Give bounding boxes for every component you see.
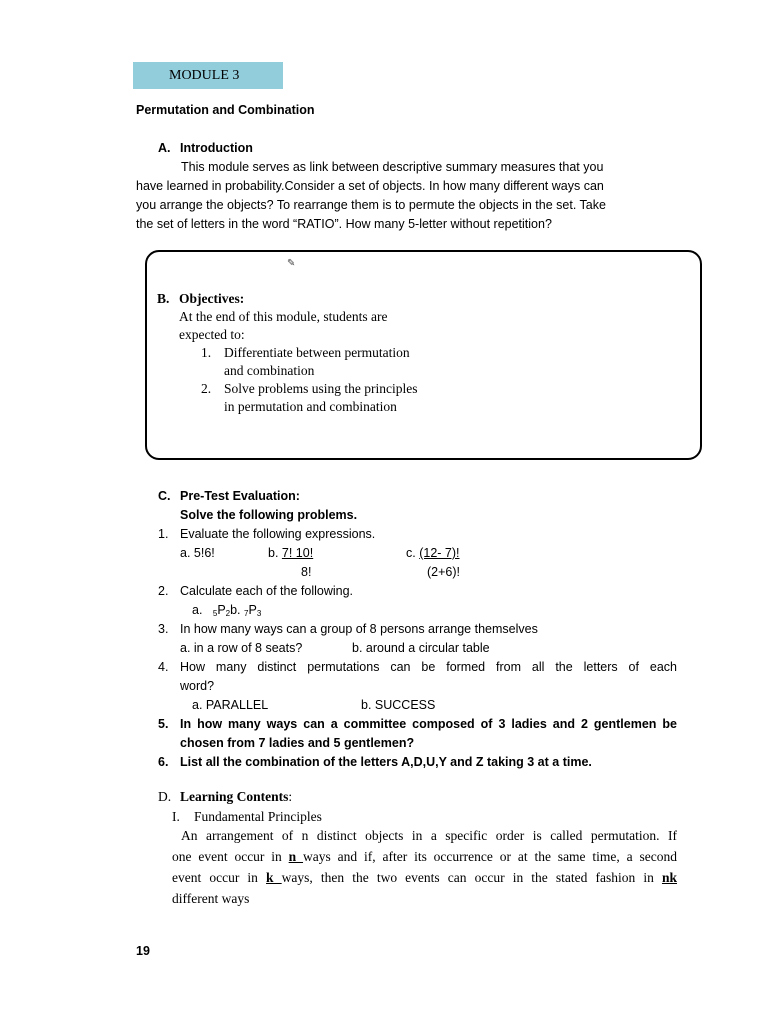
question-num: 1. (158, 527, 169, 541)
learning-heading: D. Learning Contents: (158, 789, 293, 804)
objective-item-num: 1. (201, 345, 212, 360)
objective-item-num: 2. (201, 381, 212, 396)
expression-c: c. (12- 7)! (406, 546, 460, 560)
question-num: 4. (158, 660, 169, 674)
question-text: word? (180, 679, 215, 693)
module-badge: MODULE 3 (133, 62, 283, 89)
question-text: In how many ways can a committee composed of 3 ladies and 2 gentlemen be (180, 717, 677, 731)
question-option-b: b. SUCCESS (361, 698, 436, 712)
question-num: 2. (158, 584, 169, 598)
question-text: chosen from 7 ladies and 5 gentlemen? (180, 736, 415, 750)
page-title: Permutation and Combination (136, 103, 315, 117)
objective-item: and combination (224, 363, 315, 378)
question-option-a: a. in a row of 8 seats? (180, 641, 303, 655)
learning-line: An arrangement of n distinct objects in a specific order is called permutation. If (181, 828, 677, 843)
intro-line: This module serves as link between descriptive summary measures that you (181, 160, 604, 174)
objectives-lead: expected to: (179, 327, 245, 342)
objectives-lead: At the end of this module, students are (179, 309, 388, 324)
intro-letter: A. (158, 141, 171, 155)
question-text: How many distinct permutations can be formed from all the letters of each (180, 660, 677, 674)
pretest-subheading: Solve the following problems. (180, 508, 358, 522)
subsection-heading: Fundamental Principles (194, 809, 322, 824)
intro-line: have learned in probability.Consider a set of objects. In how many different ways can (136, 179, 604, 193)
question-num: 3. (158, 622, 169, 636)
objective-item: Differentiate between permutation (224, 345, 410, 360)
pen-mark-icon: ✎ (287, 258, 296, 269)
question-text: List all the combination of the letters A,D,U,Y and Z taking 3 at a time. (180, 755, 592, 769)
expression-b: b. 7! 10! (268, 546, 314, 560)
question-text: Evaluate the following expressions. (180, 527, 376, 541)
question-option-b: b. around a circular table (352, 641, 490, 655)
question-text: Calculate each of the following. (180, 584, 354, 598)
subsection-num: I. (172, 809, 180, 824)
learning-line: different ways (172, 891, 250, 906)
objective-item: in permutation and combination (224, 399, 397, 414)
expression-c-denominator: (2+6)! (427, 565, 461, 579)
expression-b-denominator: 8! (301, 565, 312, 579)
pretest-heading: C. Pre-Test Evaluation: (158, 489, 300, 503)
permutation-expressions: a. $_5P_2b$. $_7P_3$ (192, 603, 262, 618)
intro-line: the set of letters in the word “RATIO”. How many 5-letter without repetition? (136, 217, 552, 231)
page-number: 19 (136, 944, 150, 958)
question-text: In how many ways can a group of 8 persons arrange themselves (180, 622, 538, 636)
objective-item: Solve problems using the principles (224, 381, 418, 396)
expression-a: a. 5!6! (180, 546, 215, 560)
learning-contents-section (0, 780, 768, 910)
intro-heading-text: Introduction (180, 141, 253, 155)
question-option-a: a. PARALLEL (192, 698, 269, 712)
question-num: 5. (158, 717, 169, 731)
objectives-heading: B. Objectives: (157, 291, 245, 306)
learning-line: one event occur in n ways and if, after its occurrence or at the same time, a second (172, 849, 677, 864)
learning-line: event occur in k ways, then the two events can occur in the stated fashion in nk (172, 870, 677, 885)
intro-line: you arrange the objects? To rearrange them is to permute the objects in the set. Take (136, 198, 606, 212)
question-num: 6. (158, 755, 169, 769)
